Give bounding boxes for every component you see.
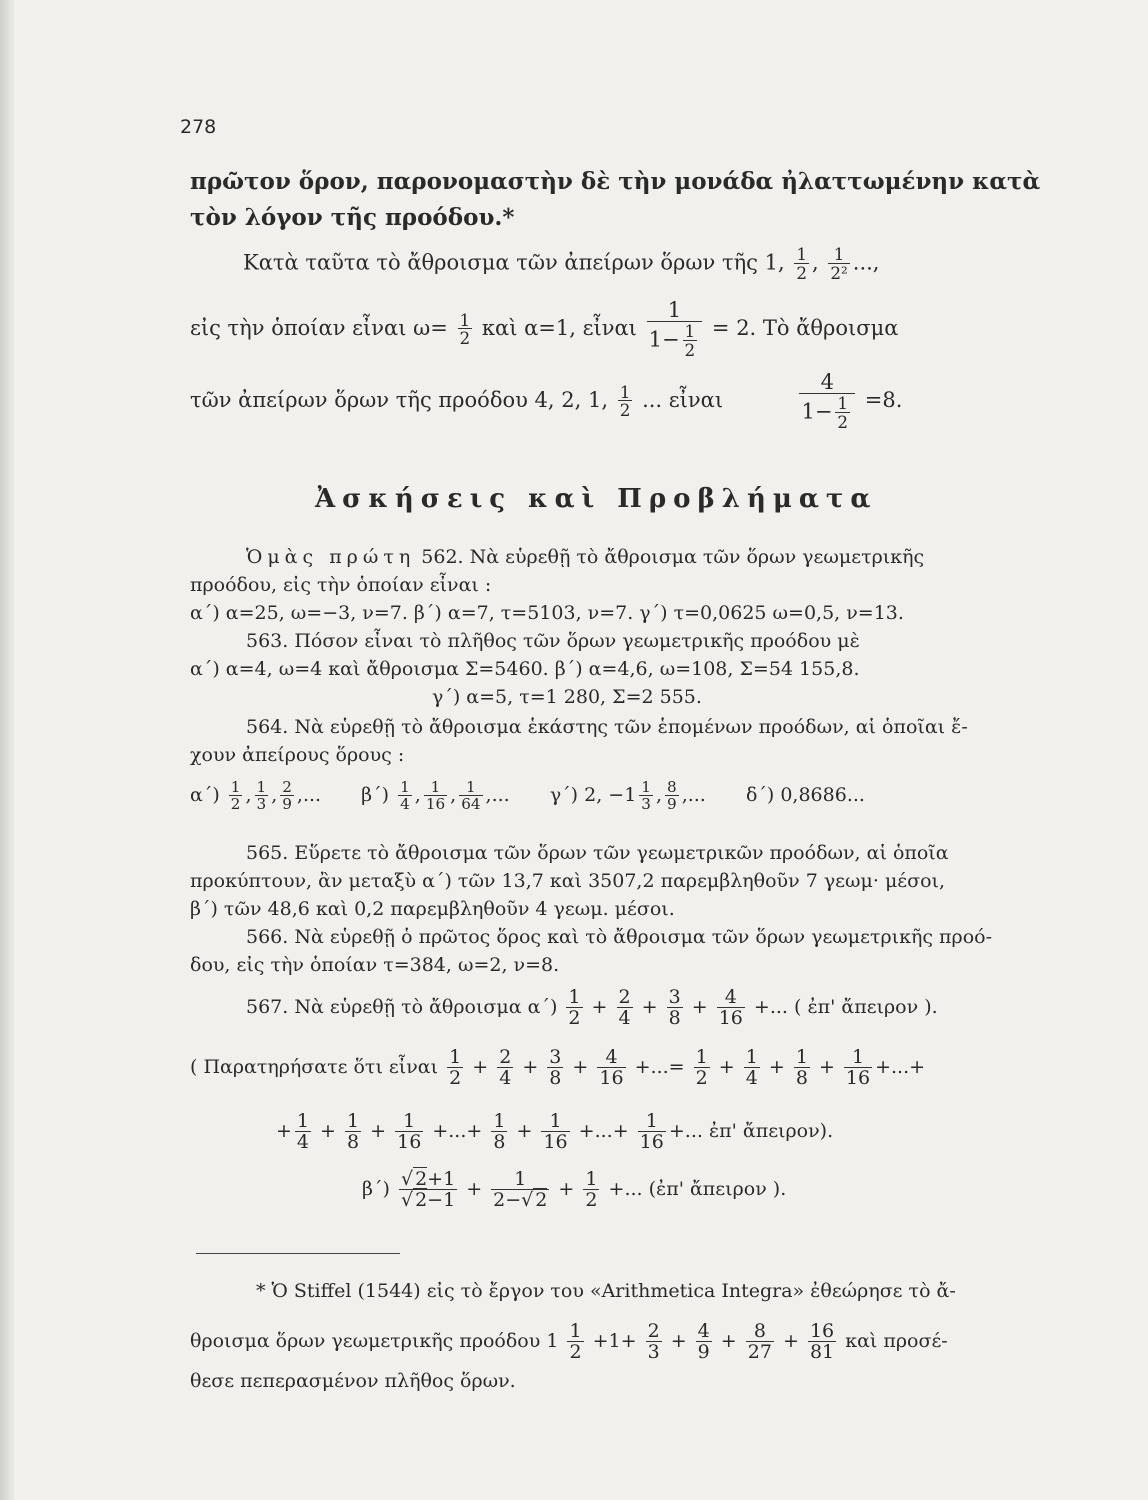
exercise-565-line-2: προκύπτουν, ἂν μεταξὺ α΄) τῶν 13,7 καὶ 3507,2 παρεμβληθοῦν 7 γεωμ· μέσοι, — [190, 870, 946, 892]
continuation-tail: +... ἐπ' ἄπειρον). — [668, 1120, 834, 1142]
footnote-line-3: θεσε πεπερασμένον πλῆθος ὅρων. — [190, 1370, 516, 1392]
footnote-line-2-a: θροισμα ὅρων γεωμετρικῆς προόδου 1 — [190, 1330, 559, 1352]
example-line-1: Κατὰ ταῦτα τὸ ἄθροισμα τῶν ἀπείρων ὅρων τῆς 1, $\frac{1}{2}$ , $\frac{1}{\text{2²}}$ ..., — [243, 244, 880, 283]
frac-cont-2: $\frac{1}{8}$ — [347, 1110, 360, 1153]
footnote-line-1: * Ὁ Stiffel (1544) εἰς τὸ ἔργον του «Arithmetica Integra» ἐθεώρησε τὸ ἄ- — [256, 1280, 956, 1302]
dots-a: ,... — [296, 784, 322, 807]
fraction-omega: $\frac{1}{2}$ — [459, 309, 471, 349]
frac-564a-2: $\frac{1}{3}$ — [256, 778, 267, 814]
footnote-divider — [196, 1253, 400, 1254]
frac-fn-4: $\frac{8}{27}$ — [747, 1320, 772, 1363]
frac-note-1: $\frac{1}{2}$ — [449, 1046, 462, 1089]
exercise-567-line-1: 567. Νὰ εὑρεθῇ τὸ ἄθροισμα α΄) $\frac{1}{2}$ + $\frac{2}{4}$ + $\frac{3}{8}$ + $\frac{4}{16}$ +... ( ἐπ' ἄπειρον ). — [246, 986, 938, 1029]
exercise-562-line-2: προόδου, εἰς τὴν ὁποίαν εἶναι : — [190, 574, 492, 596]
exercise-563-line-2: α΄) α=4, ω=4 καὶ ἄθροισμα Σ=5460. β΄) α=4,6, ω=108, Σ=54 155,8. — [190, 658, 860, 680]
exercise-563-line-3: γ΄) α=5, τ=1 280, Σ=2 555. — [432, 686, 702, 708]
exercise-564-line-2: χουν ἀπείρους ὅρους : — [190, 744, 405, 766]
frac-564c-1: $\frac{1}{3}$ — [641, 778, 651, 814]
frac-note-5: $\frac{1}{2}$ — [695, 1046, 708, 1089]
exercise-565-line-1: 565. Εὕρετε τὸ ἄθροισμα τῶν ὅρων τῶν γεωμετρικῶν προόδων, αἱ ὁποῖα — [246, 842, 949, 864]
page-number: 278 — [180, 116, 217, 138]
exercise-565-line-3: β΄) τῶν 48,6 καὶ 0,2 παρεμβληθοῦν 4 γεωμ. μέσοι. — [190, 898, 675, 920]
example-line-3-c: =8. — [864, 387, 903, 412]
example-line-3 — [190, 372, 902, 431]
label-c: γ΄) 2, −1 — [549, 784, 637, 807]
frac-cont-6: $\frac{1}{16}$ — [639, 1110, 664, 1153]
label-567b: β΄) — [362, 1178, 390, 1200]
dots-c: ,... — [681, 784, 706, 807]
frac-note-2: $\frac{2}{4}$ — [499, 1046, 512, 1089]
label-567b-tail: +... (ἐπ' ἄπειρον ). — [608, 1178, 787, 1200]
frac-564b-1: $\frac{1}{4}$ — [400, 778, 410, 814]
frac-567-4: $\frac{4}{16}$ — [718, 986, 743, 1029]
example-line-2-c: = 2. Τὸ ἄθροισμα — [711, 315, 899, 340]
frac-note-7: $\frac{1}{8}$ — [795, 1046, 808, 1089]
frac-564b-2: $\frac{1}{16}$ — [425, 778, 446, 814]
frac-567-1: $\frac{1}{2}$ — [568, 986, 581, 1029]
exercise-564-line-1: 564. Νὰ εὑρεθῇ τὸ ἄθροισμα ἑκάστης τῶν ἑπομένων προόδων, αἱ ὁποῖαι ἔ- — [246, 716, 968, 738]
exercise-567-b: β΄) $\frac{√ 2+1}{√ 2-1}$ + $\frac{1}{2-√ 2}$ + $\frac{1}{2}$ +... (ἐπ' ἄπειρον ). — [362, 1168, 787, 1211]
frac-cont-1: $\frac{1}{4}$ — [296, 1110, 310, 1153]
exercise-562-line-3: α΄) α=25, ω=−3, ν=7. β΄) α=7, τ=5103, ν=7. γ΄) τ=0,0625 ω=0,5, ν=13. — [190, 602, 904, 624]
example-line-1-text: Κατὰ ταῦτα τὸ ἄθροισμα τῶν ἀπείρων ὅρων τῆς 1, — [243, 250, 785, 275]
footnote-line-2: θροισμα ὅρων γεωμετρικῆς προόδου 1 $\frac{1}{2}$ +1+ $\frac{2}{3}$ + $\frac{4}{9}$ + $\frac{8}{27}$ + $\frac{16}{81}$ καὶ προσέ- — [190, 1320, 948, 1363]
example-line-3-b: ... εἶναι — [642, 387, 724, 412]
intro-line-1: πρῶτον ὅρον, παρονομαστὴν δὲ τὴν μονάδα ἠλαττωμένην κατὰ — [190, 168, 1041, 195]
exercise-563-line-1: 563. Πόσον εἶναι τὸ πλῆθος τῶν ὅρων γεωμετρικῆς προόδου μὲ — [246, 630, 860, 652]
footnote-line-2-b: καὶ προσέ- — [845, 1330, 948, 1352]
exercise-564-line-3: α΄) $\frac{1}{2}$ , $\frac{1}{3}$ , $\frac{2}{9}$ ,... β΄) $\frac{1}{4}$ , $\frac{1}{16}$ , $\frac{1}{64}$ ,... γ΄) 2, −1 $\frac{1}{3}$ , $\frac{8}{9}$ ,... δ΄) 0,8686... — [190, 778, 865, 814]
frac-fn-1: $\frac{1}{2}$ — [569, 1320, 582, 1363]
page-gutter-shadow — [0, 0, 14, 1500]
exercise-566-line-1: 566. Νὰ εὑρεθῇ ὁ πρῶτος ὅρος καὶ τὸ ἄθροισμα τῶν ὅρων γεωμετρικῆς προό- — [246, 926, 992, 948]
exercise-567-continuation: + $\frac{1}{4}$ + $\frac{1}{8}$ + $\frac{1}{16}$ +...+ $\frac{1}{8}$ + $\frac{1}{16}$ +...+ $\frac{1}{16}$ +... ἐπ' ἄπειρον). — [276, 1110, 834, 1153]
label-a: α΄) — [190, 784, 220, 807]
example-line-2 — [190, 300, 898, 359]
frac-cont-3: $\frac{1}{16}$ — [397, 1110, 422, 1153]
frac-567-2: $\frac{2}{4}$ — [618, 986, 631, 1029]
exercise-562-line-1 — [246, 546, 924, 568]
group-lead: Ὁμὰς πρώτη — [246, 546, 416, 568]
frac-fn-2: $\frac{2}{3}$ — [647, 1320, 660, 1363]
note-tail: +...+ — [875, 1056, 926, 1078]
frac-note-3: $\frac{3}{8}$ — [549, 1046, 562, 1089]
frac-note-8: $\frac{1}{16}$ — [845, 1046, 871, 1089]
example-line-1-tail: ..., — [852, 250, 880, 275]
exercise-566-line-2: δου, εἰς τὴν ὁποίαν τ=384, ω=2, ν=8. — [190, 954, 560, 976]
dots-b: ,... — [485, 784, 510, 807]
frac-fn-5: $\frac{16}{81}$ — [809, 1320, 835, 1363]
label-b: β΄) — [361, 784, 390, 807]
frac-cont-5: $\frac{1}{16}$ — [543, 1110, 568, 1153]
exercise-562-text: 562. Νὰ εὑρεθῇ τὸ ἄθροισμα τῶν ὅρων γεωμετρικῆς — [421, 546, 925, 568]
frac-note-6: $\frac{1}{4}$ — [745, 1046, 758, 1089]
frac-564c-2: $\frac{8}{9}$ — [667, 778, 677, 814]
exercise-567-tail: +... ( ἐπ' ἄπειρον ). — [753, 996, 938, 1018]
frac-sqrt-3: $\frac{1}{2}$ — [585, 1168, 598, 1211]
note-lead: ( Παρατηρήσατε ὅτι εἶναι — [190, 1056, 439, 1078]
frac-564a-3: $\frac{2}{9}$ — [282, 778, 292, 814]
frac-note-4: $\frac{4}{16}$ — [599, 1046, 624, 1089]
frac-cont-4: $\frac{1}{8}$ — [493, 1110, 506, 1153]
example-line-3-a: τῶν ἀπείρων ὅρων τῆς προόδου 4, 2, 1, — [190, 387, 609, 412]
example-line-2-a: εἰς τὴν ὁποίαν εἶναι ω= — [190, 315, 448, 340]
intro-line-2: τὸν λόγον τῆς προόδου.* — [190, 204, 515, 231]
frac-sqrt-1: $\frac{√ 2+1}{√ 2-1}$ — [400, 1168, 456, 1211]
frac-567-3: $\frac{3}{8}$ — [668, 986, 681, 1029]
exercise-567-note: ( Παρατηρήσατε ὅτι εἶναι $\frac{1}{2}$ + $\frac{2}{4}$ + $\frac{3}{8}$ + $\frac{4}{16}$ +...= $\frac{1}{2}$ + $\frac{1}{4}$ + $\frac{1}{8}$ + $\frac{1}{16}$ +...+ — [190, 1046, 926, 1089]
example-line-2-b: καὶ α=1, εἶναι — [481, 315, 637, 340]
label-d: δ΄) 0,8686... — [745, 784, 865, 807]
fraction-1-2: $\frac{1}{2}$ — [796, 244, 807, 283]
section-heading: Ἀσκήσεις καὶ Προβλήματα — [315, 484, 878, 514]
fraction-sum-2: 4 1− $\frac{1}{2}$ — [799, 372, 855, 431]
fraction-sum-1: 1 1− $\frac{1}{2}$ — [647, 300, 703, 359]
frac-564a-1: $\frac{1}{2}$ — [230, 778, 241, 814]
frac-564b-3: $\frac{1}{64}$ — [461, 778, 481, 814]
fraction-1-2sq: $\frac{1}{\text{2²}}$ — [830, 244, 848, 283]
frac-sqrt-2: $\frac{1}{2-√ 2}$ — [493, 1168, 548, 1211]
frac-fn-3: $\frac{4}{9}$ — [697, 1320, 710, 1363]
exercise-567-lead: 567. Νὰ εὑρεθῇ τὸ ἄθροισμα α΄) — [246, 996, 558, 1018]
fraction-1-2-b: $\frac{1}{2}$ — [619, 381, 631, 421]
